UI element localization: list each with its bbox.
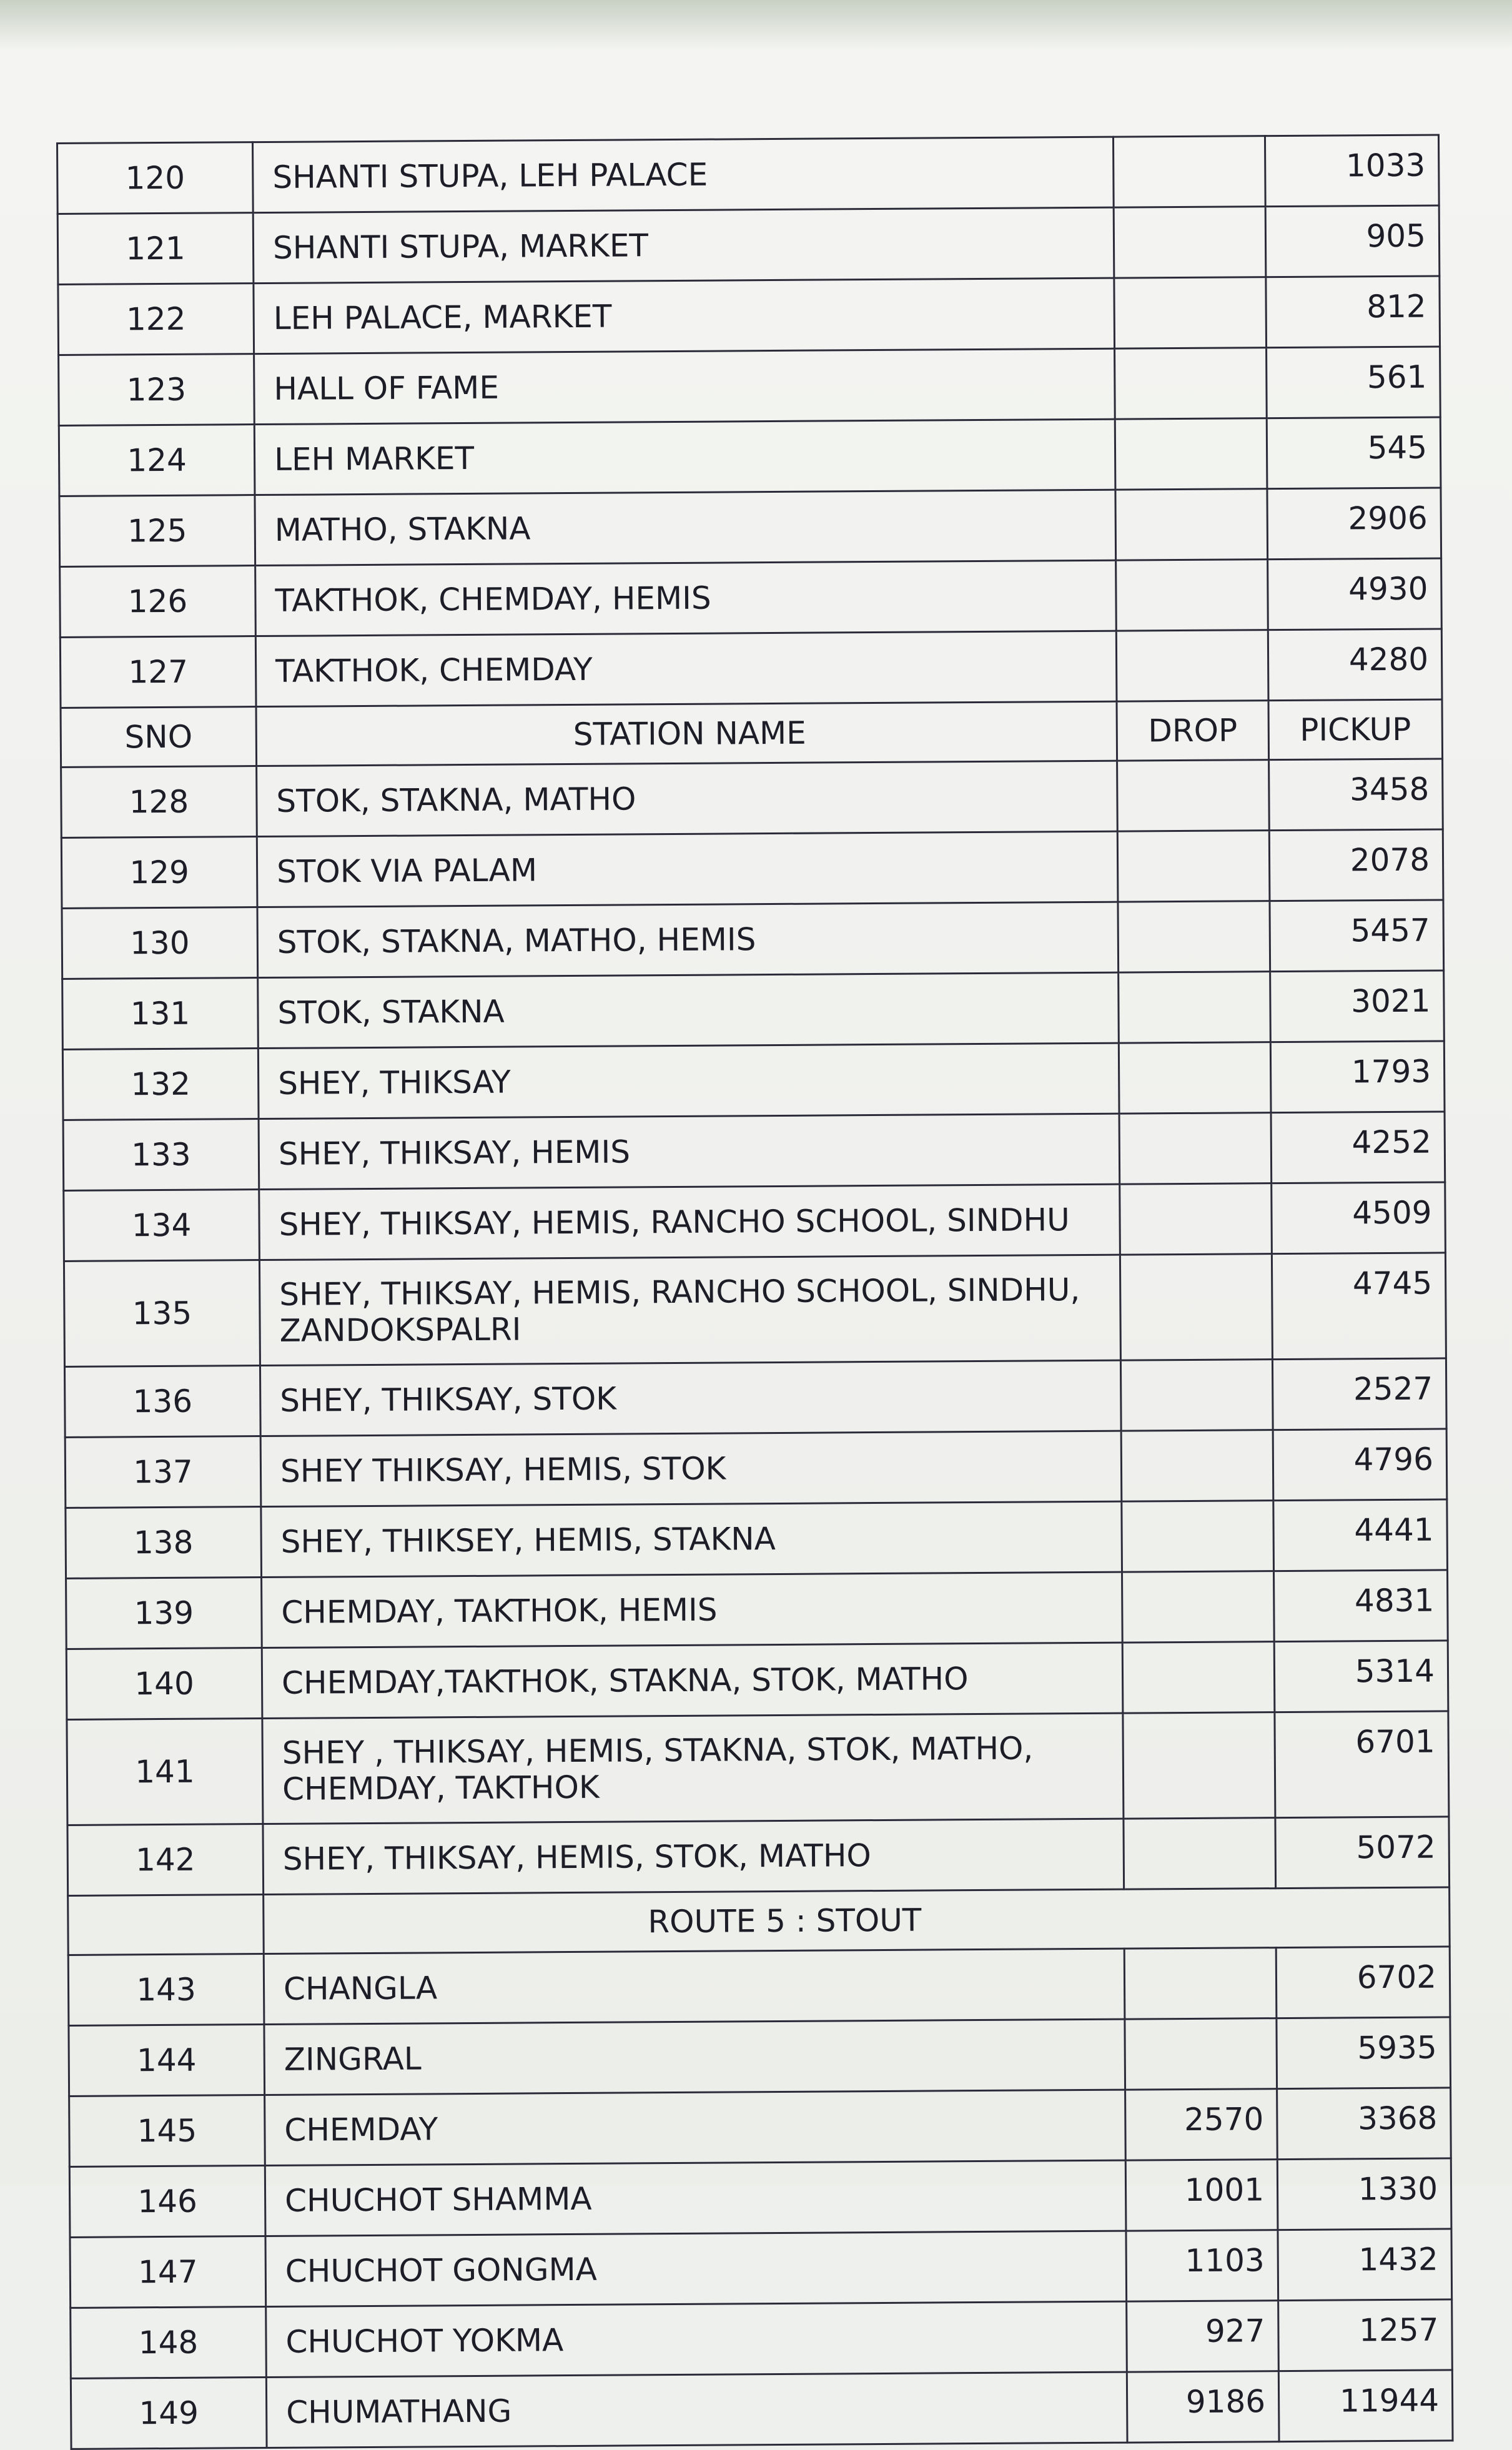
station-name-cell: SHEY, THIKSAY, HEMIS, RANCHO SCHOOL, SINDHU [259,1184,1120,1260]
table-row [60,629,1442,708]
sno-cell: 127 [60,636,256,708]
pickup-cell: 3368 [1277,2088,1451,2160]
pickup-cell: 4831 [1274,1570,1448,1642]
drop-cell [1116,630,1268,701]
station-name-cell: STOK VIA PALAM [257,831,1118,907]
table-body-bottom [68,1947,1453,2449]
drop-cell [1117,760,1270,831]
sno-cell: 130 [62,907,258,979]
pickup-cell: 5457 [1270,900,1444,972]
table-row [69,2158,1451,2238]
sno-cell: 131 [62,978,259,1050]
table-row [66,1570,1448,1649]
sno-cell: 133 [63,1119,259,1191]
station-name-cell: SHEY, THIKSAY, STOK [260,1360,1121,1436]
pickup-cell: 812 [1266,276,1440,348]
drop-cell [1118,901,1270,972]
table-row [65,1429,1447,1508]
sno-cell: 125 [59,495,255,567]
drop-cell [1124,1818,1276,1889]
pickup-cell: 4745 [1272,1253,1446,1360]
sno-cell: 144 [69,2025,265,2097]
pickup-cell: 4252 [1271,1112,1445,1183]
station-name-cell: SHEY, THIKSAY, HEMIS, RANCHO SCHOOL, SINDHU, ZANDOKSPALRI [259,1255,1120,1365]
page-edge-shadow [0,0,1512,50]
sno-cell: 145 [69,2095,265,2167]
table-row [69,2017,1451,2097]
pickup-cell: 2906 [1267,488,1441,560]
pickup-cell: 1330 [1277,2158,1451,2230]
route-section-title: ROUTE 5 : STOUT [264,1887,1450,1954]
table-row [60,558,1442,638]
table-row [57,135,1440,214]
station-name-cell: LEH MARKET [254,419,1115,495]
station-name-cell: SHEY, THIKSAY [258,1043,1119,1119]
drop-cell [1119,972,1271,1043]
drop-cell [1122,1501,1274,1572]
table-row [68,1947,1450,2026]
table-row [58,276,1440,355]
drop-cell [1121,1430,1273,1501]
pickup-cell: 4441 [1273,1499,1448,1571]
pickup-cell: 545 [1267,417,1441,489]
station-name-cell: SHANTI STUPA, LEH PALACE [253,137,1114,212]
station-name-cell: CHUCHOT GONGMA [265,2231,1127,2306]
table-row [59,417,1441,496]
station-name-cell: SHEY, THIKSAY, HEMIS, STOK, MATHO [263,1819,1124,1894]
sno-cell: 148 [71,2307,267,2379]
station-name-cell: CHUCHOT YOKMA [266,2301,1127,2377]
drop-cell [1115,418,1267,490]
sno-cell: 132 [62,1049,259,1120]
sno-cell: 137 [65,1436,261,1508]
table-row [59,347,1441,426]
drop-cell: 1001 [1125,2160,1278,2231]
pickup-cell: 1257 [1278,2299,1453,2371]
drop-cell: 2570 [1125,2089,1278,2160]
table-row [64,1182,1446,1262]
route-section-block [68,1887,1450,1955]
sno-cell: 146 [69,2166,265,2238]
drop-cell [1120,1360,1273,1431]
pickup-cell: 2078 [1269,829,1443,901]
table-row [66,1641,1448,1720]
pickup-cell: 2527 [1272,1358,1446,1430]
pickup-cell: 5314 [1274,1641,1448,1712]
station-name-cell: SHEY THIKSAY, HEMIS, STOK [260,1431,1122,1506]
header-drop: DROP [1117,701,1269,761]
header-pickup: PICKUP [1268,699,1443,760]
drop-cell [1122,1642,1275,1713]
table-row [62,1041,1445,1120]
pickup-cell: 6701 [1275,1711,1449,1818]
table-row [63,1112,1445,1191]
drop-cell [1125,2018,1277,2090]
table-row [69,2088,1451,2167]
table-row [64,1358,1446,1438]
sno-cell: 138 [66,1507,262,1579]
station-name-cell: HALL OF FAME [254,348,1115,424]
station-name-cell: MATHO, STAKNA [255,490,1116,565]
drop-cell [1122,1571,1275,1642]
station-name-cell: LEH PALACE, MARKET [254,278,1115,353]
table-row [59,488,1441,567]
drop-cell [1124,1948,1277,2019]
sno-cell: 141 [67,1719,263,1825]
pickup-cell: 905 [1265,205,1440,277]
drop-cell [1114,207,1266,278]
table-header-block [61,699,1443,768]
pickup-cell: 1033 [1265,135,1439,207]
drop-cell [1120,1254,1272,1360]
table-row [61,759,1443,838]
station-name-cell: CHANGLA [264,1949,1125,2024]
header-station-name: STATION NAME [256,701,1117,766]
sno-cell: 121 [57,213,254,285]
drop-cell [1116,560,1268,631]
drop-cell [1123,1712,1275,1819]
table-row [71,2370,1453,2449]
pickup-cell: 1432 [1278,2229,1452,2301]
pickup-cell: 3021 [1270,971,1445,1042]
table-row [70,2229,1452,2308]
pickup-cell: 5072 [1275,1817,1450,1889]
table-row [62,900,1444,979]
section-sno-empty [68,1895,264,1955]
station-name-cell: SHEY, THIKSAY, HEMIS [259,1114,1120,1189]
sno-cell: 135 [64,1260,260,1367]
sno-cell: 123 [59,354,255,426]
header-sno: SNO [61,707,257,768]
station-name-cell: ZINGRAL [264,2019,1125,2095]
station-name-cell: CHEMDAY,TAKTHOK, STAKNA, STOK, MATHO [262,1642,1123,1718]
pickup-cell: 6702 [1276,1947,1450,2018]
sno-cell: 120 [57,142,254,214]
sno-cell: 139 [66,1578,262,1649]
sno-cell: 129 [61,837,257,909]
sno-cell: 142 [67,1824,264,1896]
station-name-cell: TAKTHOK, CHEMDAY, HEMIS [255,560,1117,636]
table-row [71,2299,1453,2379]
pickup-cell: 4796 [1273,1429,1447,1501]
sno-cell: 124 [59,425,255,496]
drop-cell [1119,1113,1272,1184]
station-name-cell: CHEMDAY, TAKTHOK, HEMIS [262,1572,1123,1647]
table-row [57,205,1440,285]
station-name-cell: STOK, STAKNA, MATHO [257,761,1118,836]
drop-cell: 9186 [1127,2371,1279,2443]
station-name-cell: CHEMDAY [265,2090,1126,2165]
sno-cell: 143 [68,1954,264,2026]
table-row [64,1253,1446,1367]
table-body-middle [61,759,1450,1895]
station-name-cell: CHUCHOT SHAMMA [265,2160,1126,2236]
pickup-cell: 1793 [1270,1041,1445,1113]
pickup-cell: 5935 [1277,2017,1451,2089]
pickup-cell: 4509 [1272,1182,1446,1254]
table-row [62,971,1445,1050]
station-name-cell: STOK, STAKNA [258,972,1119,1048]
drop-cell: 927 [1127,2301,1279,2372]
pickup-cell: 561 [1267,347,1441,418]
station-name-cell: SHEY, THIKSEY, HEMIS, STAKNA [261,1501,1122,1577]
sno-cell: 136 [64,1366,260,1438]
station-name-cell: SHANTI STUPA, MARKET [253,207,1114,283]
drop-cell [1119,1042,1271,1114]
table-row [67,1711,1449,1825]
table-row [66,1499,1448,1579]
station-name-cell: CHUMATHANG [266,2372,1127,2448]
pickup-cell: 4280 [1268,629,1442,701]
table-row [61,829,1443,909]
route-section-row [68,1887,1450,1955]
pickup-cell: 11944 [1278,2370,1453,2442]
sno-cell: 126 [60,566,256,638]
station-name-cell: STOK, STAKNA, MATHO, HEMIS [257,902,1119,977]
rates-table-wrapper [56,134,1440,2450]
station-name-cell: TAKTHOK, CHEMDAY [255,631,1117,706]
drop-cell [1117,831,1270,902]
pickup-cell: 3458 [1269,759,1443,831]
column-header-row [61,699,1443,768]
sno-cell: 134 [64,1190,260,1262]
drop-cell [1115,489,1268,560]
sno-cell: 122 [58,284,254,355]
drop-cell [1113,136,1265,207]
sno-cell: 147 [70,2236,266,2308]
drop-cell: 1103 [1126,2230,1278,2301]
sno-cell: 128 [61,766,257,838]
drop-cell [1115,348,1267,419]
pickup-cell: 4930 [1268,558,1442,630]
table-row [67,1817,1450,1896]
station-name-cell: SHEY , THIKSAY, HEMIS, STAKNA, STOK, MATHO, CHEMDAY, TAKTHOK [262,1713,1124,1824]
station-rates-table [56,134,1454,2449]
drop-cell [1120,1183,1272,1255]
drop-cell [1114,277,1267,348]
sno-cell: 149 [71,2378,267,2449]
table-body-top [57,135,1442,708]
sno-cell: 140 [66,1648,262,1720]
